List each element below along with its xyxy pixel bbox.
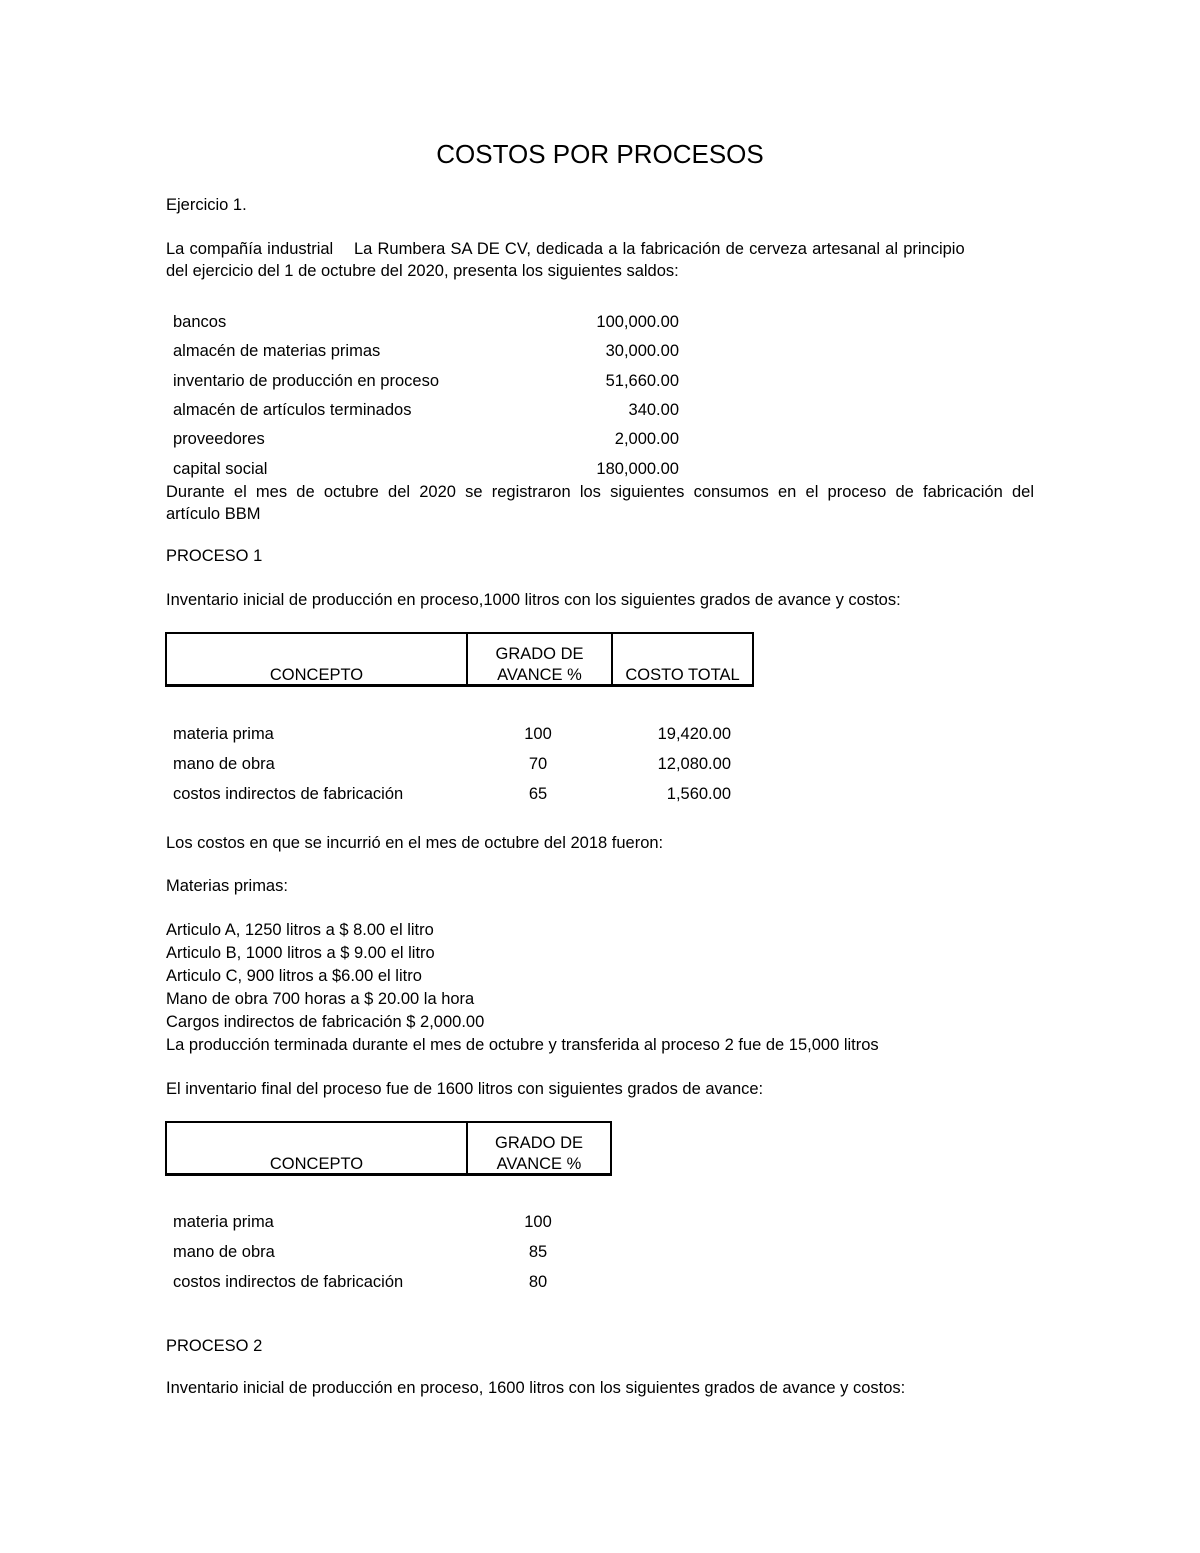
table1-row-concepto: mano de obra <box>173 755 275 773</box>
table2-row-grado: 100 <box>524 1213 552 1231</box>
page-title: COSTOS POR PROCESOS <box>436 139 764 169</box>
balance-value: 340.00 <box>628 401 679 419</box>
intro-line-1: La compañía industrial La Rumbera SA DE CV, dedicada a la fabricación de cerveza artesanal al principio <box>166 240 965 258</box>
costs-list <box>166 919 1066 1057</box>
costs-intro: Los costos en que se incurrió en el mes de octubre del 2018 fueron: <box>166 834 664 852</box>
table2-col-grado <box>468 1133 610 1175</box>
list-item: La producción terminada durante el mes de octubre y transferida al proceso 2 fue de 15,000 litros <box>166 1036 879 1054</box>
final-inventory-intro: El inventario final del proceso fue de 1600 litros con siguientes grados de avance: <box>166 1080 764 1098</box>
table2-col-concepto: CONCEPTO <box>269 1155 364 1173</box>
list-item: Articulo B, 1000 litros a $ 9.00 el litro <box>166 944 435 962</box>
balance-label: almacén de artículos terminados <box>173 401 412 419</box>
table2-row-concepto: materia prima <box>173 1213 274 1231</box>
table1-col-grado-line2: AVANCE % <box>497 666 582 684</box>
table1-col-grado <box>468 644 611 686</box>
table1-col-costo: COSTO TOTAL <box>625 666 740 684</box>
proceso2-heading: PROCESO 2 <box>166 1337 263 1355</box>
list-item: Articulo C, 900 litros a $6.00 el litro <box>166 967 422 985</box>
table1-row-concepto: costos indirectos de fabricación <box>173 785 404 803</box>
exercise-label: Ejercicio 1. <box>166 196 247 214</box>
proceso1-heading: PROCESO 1 <box>166 547 263 565</box>
table1-col-grado-line1: GRADO DE <box>495 645 584 663</box>
balance-label: almacén de materias primas <box>173 342 381 360</box>
october-line-2: artículo BBM <box>166 505 261 523</box>
table2-header <box>165 1121 612 1176</box>
balance-value: 180,000.00 <box>596 460 679 478</box>
balance-value: 2,000.00 <box>614 430 679 448</box>
table1-header <box>165 632 754 687</box>
table1-col-concepto: CONCEPTO <box>269 666 364 684</box>
list-item: Articulo A, 1250 litros a $ 8.00 el litro <box>166 921 434 939</box>
table1-row-grado: 65 <box>528 785 548 803</box>
table2-col-grado-line2: AVANCE % <box>496 1155 582 1173</box>
proceso2-intro: Inventario inicial de producción en proceso, 1600 litros con los siguientes grados de avance y costos: <box>166 1379 906 1397</box>
balance-label: bancos <box>173 313 227 331</box>
balance-label: inventario de producción en proceso <box>173 372 440 390</box>
intro-paragraph <box>166 238 1034 282</box>
intro-line-2: del ejercicio del 1 de octubre del 2020, presenta los siguientes saldos: <box>166 262 679 280</box>
balance-label: proveedores <box>173 430 265 448</box>
table2-row-grado: 80 <box>528 1273 548 1291</box>
table1-row-costo: 12,080.00 <box>657 755 731 773</box>
proceso1-intro: Inventario inicial de producción en proceso,1000 litros con los siguientes grados de avance y costos: <box>166 591 901 609</box>
table2-row-grado: 85 <box>528 1243 548 1261</box>
table2-row-concepto: mano de obra <box>173 1243 275 1261</box>
table1-row-costo: 19,420.00 <box>657 725 731 743</box>
balance-value: 30,000.00 <box>605 342 679 360</box>
materias-heading: Materias primas: <box>166 877 288 895</box>
table1-row-costo: 1,560.00 <box>666 785 731 803</box>
balance-value: 51,660.00 <box>605 372 679 390</box>
balance-label: capital social <box>173 460 268 478</box>
table1-row-grado: 70 <box>528 755 548 773</box>
balance-value: 100,000.00 <box>596 313 679 331</box>
list-item: Cargos indirectos de fabricación $ 2,000.00 <box>166 1013 485 1031</box>
table1-row-concepto: materia prima <box>173 725 274 743</box>
october-line-1: Durante el mes de octubre del 2020 se registraron los siguientes consumos en el proceso de fabricación del <box>166 483 1034 501</box>
table2-row-concepto: costos indirectos de fabricación <box>173 1273 404 1291</box>
table1-row-grado: 100 <box>524 725 552 743</box>
table2-col-grado-line1: GRADO DE <box>494 1134 583 1152</box>
october-paragraph <box>166 481 1034 525</box>
list-item: Mano de obra 700 horas a $ 20.00 la hora <box>166 990 475 1008</box>
